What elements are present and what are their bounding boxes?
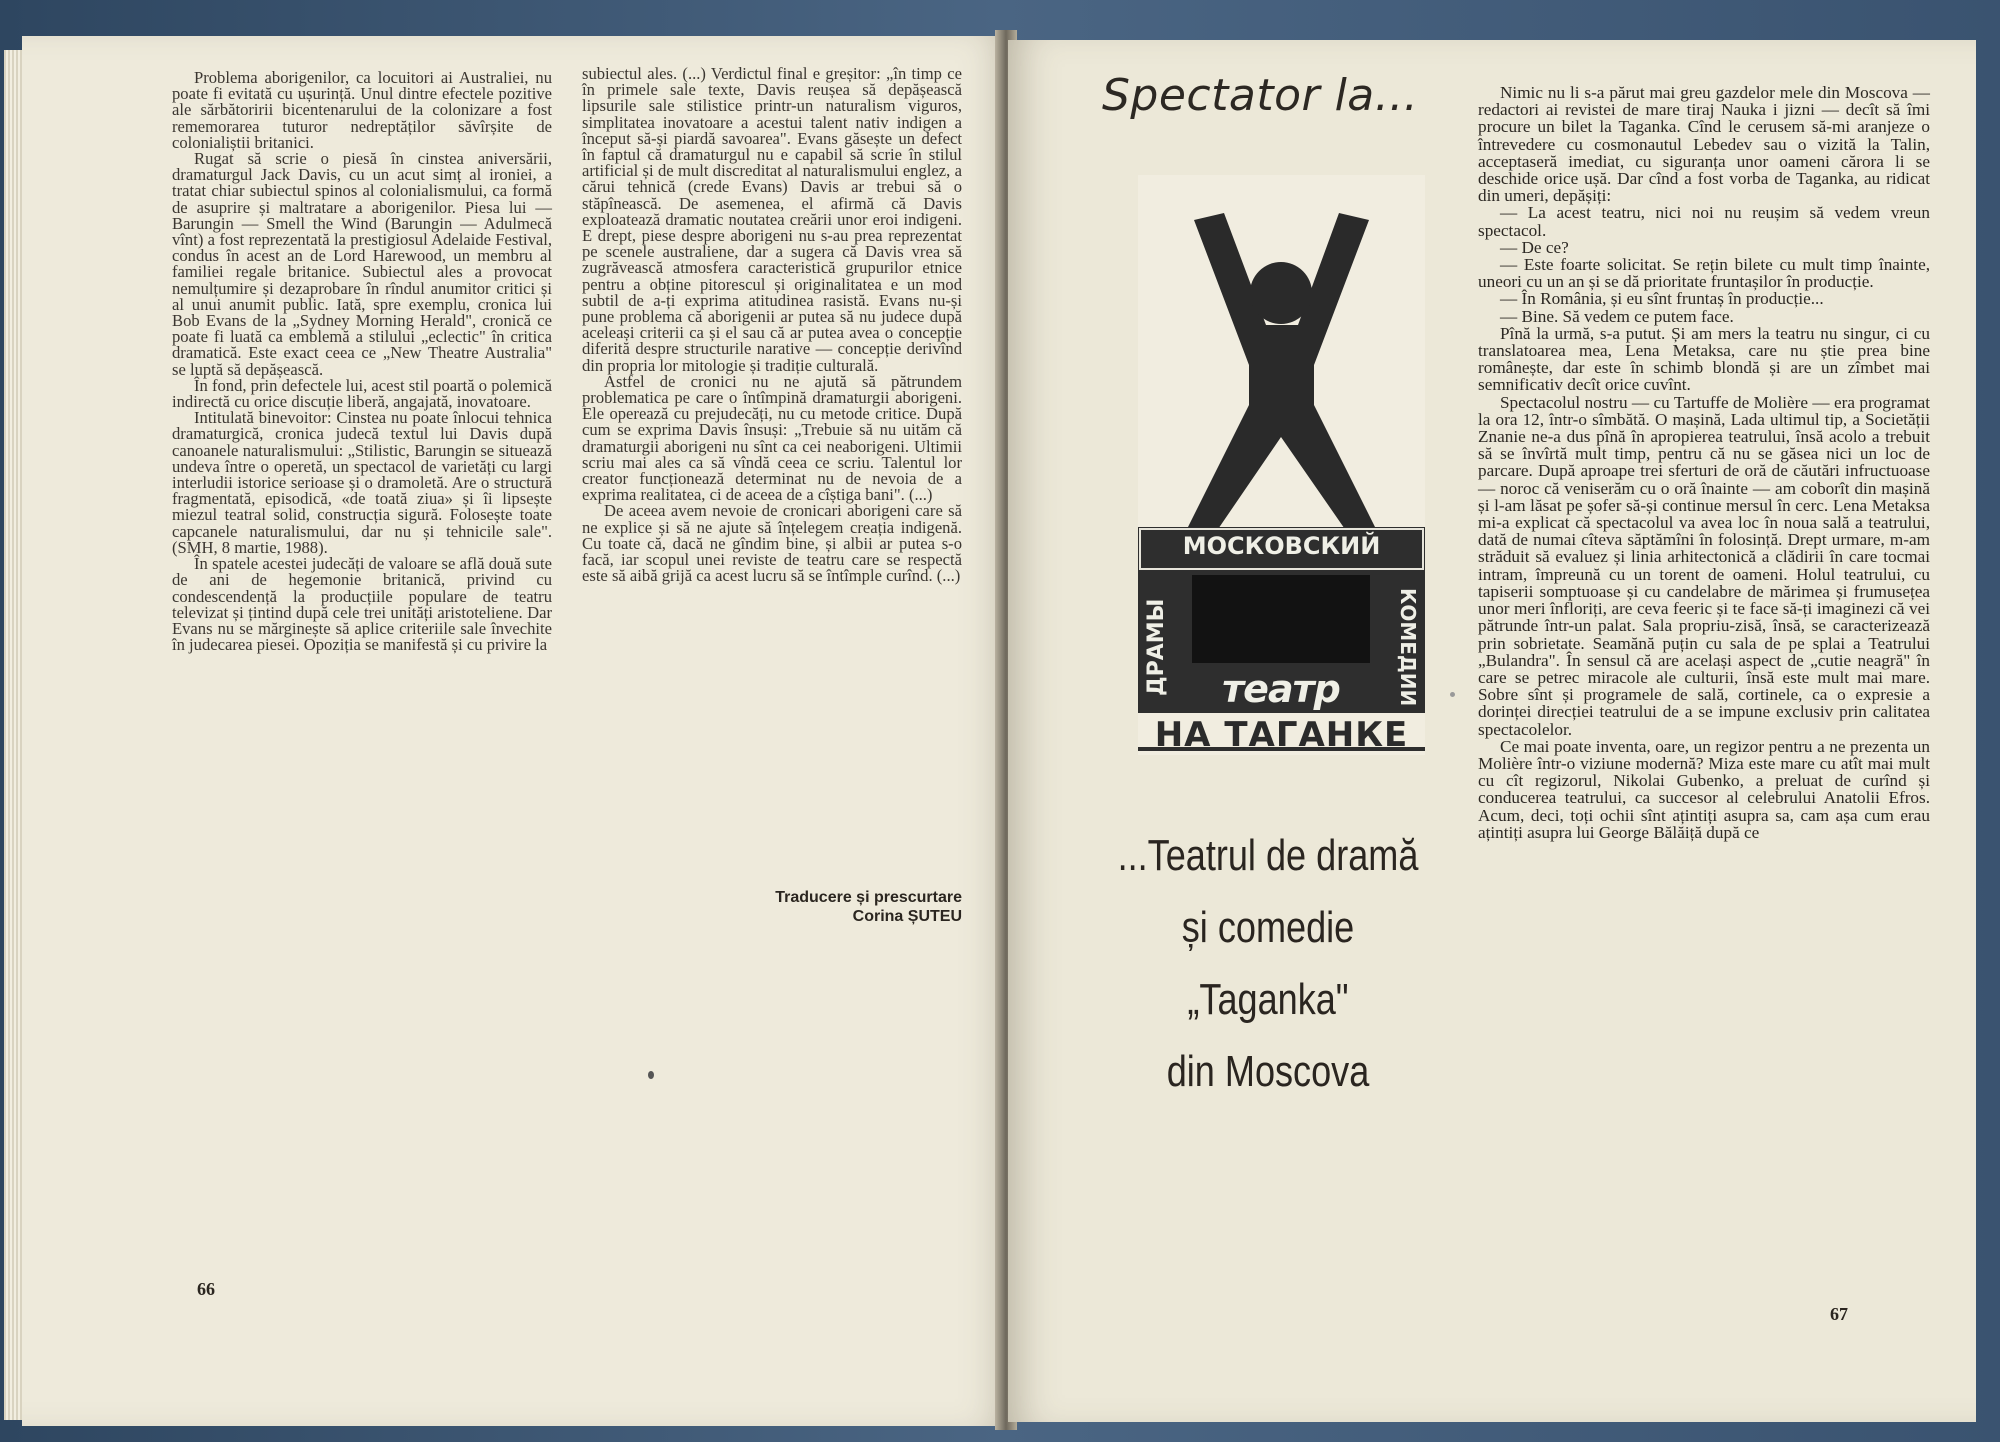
paragraph: — Bine. Să vedem ce putem face. <box>1500 306 1734 326</box>
poster-left-text: ДРАМЫ <box>1144 598 1169 696</box>
section-heading: Spectator la... <box>1102 70 1419 121</box>
title-line: și comedie <box>1181 903 1355 952</box>
left-column-2 <box>582 66 962 585</box>
poster-right-text: КОМЕДИИ <box>1396 587 1420 707</box>
poster-top-text: МОСКОВСКИЙ <box>1182 532 1381 560</box>
paragraph: — Este foarte solicitat. Se rețin bilete cu mult timp înainte, uneori cu un an și se dă prioritate fruntașilor în producție. <box>1478 255 1930 292</box>
paragraph: — În România, și eu sînt fruntaș în producție... <box>1500 289 1824 309</box>
article-title <box>1068 820 1468 1108</box>
paragraph: Problema aborigenilor, ca locuitori ai Australiei, nu poate fi evitată cu ușurință. Unul dintre efectele pozitive ale sărbătoririi bicentenarului de la colonizare a fost rememorarea tuturor nedreptăților săvîrșite de colonialiștii britanici. <box>172 68 552 152</box>
translator-signature <box>582 888 962 926</box>
paragraph: Spectacolul nostru — cu Tartuffe de Molière — era programat la ora 12, într-o sîmbătă. O mașină, Lada ultimul tip, a Societății Znanie ne-a dus pînă în apropierea teatrului, însă acolo a trebuit să se învîrtă mult timp, pentru că nu se găsea nici un loc de parcare. După aproape trei sferturi de oră de căutări infructuoase — noroc că veniserăm cu o oră înainte — am coborît din mașină și l-am lăsat pe șofer să-și continue mersul în cerc. Lena Metaksa mi-a explicat că spectacolul va avea loc în noua sală a teatrului, dată de numai cîteva săptămîni în folosință. Drept urmare, m-am străduit să evaluez și linia arhitectonică a clădirii în care tocmai intram, împreună cu un torent de oameni. Holul teatrului, cu tapiserii somptuoase și cu candelabre de mărimea și frumusețea unor meri înfloriți, are ceva feeric și te face să-ți imaginezi că vei pătrunde într-un palat. Sala propriu-zisă, însă, se caracterizează prin sobrietate. Seamănă puțin cu sala de pe splai a Teatrului „Bulandra". În sensul că are același aspect de „cutie neagră" în care se petrec miracole ale culturii, însă este mult mai mare. Sobre sînt și programele de sală, cortinele, ca o expresie a dorinței direcției teatrului de a se impune exclusiv prin calitatea spectacolelor. <box>1478 392 1930 739</box>
paragraph: Ce mai poate inventa, oare, un regizor pentru a ne prezenta un Molière într-o viziune modernă? Miza este mare cu atît mai mult cu cît regizorul, Nikolai Gubenko, a preluat de curînd și conducerea teatrului, ca succesor al celebrului Anatolii Efros. Acum, deci, toți ochii sînt ațintiți asupra sa, cam așa cum erau ațintiți asupra lui George Bălăiță după ce <box>1478 736 1930 842</box>
paragraph: În fond, prin defectele lui, acest stil poartă o polemică indirectă cu orice discuție liberă, angajată, inovatoare. <box>172 375 553 412</box>
right-column <box>1478 84 1930 841</box>
left-column-1 <box>172 70 552 653</box>
paragraph: — De ce? <box>1500 237 1569 257</box>
poster-bottom-text: НА ТАГАНКЕ <box>1154 715 1409 755</box>
ink-speck <box>1450 692 1455 697</box>
ink-speck <box>648 1071 654 1079</box>
theatre-poster <box>1138 175 1425 755</box>
paragraph: Pînă la urmă, s-a putut. Și am mers la teatru nu singur, ci cu translatoarea mea, Lena Metaksa, care nu știe prea bine românește, dar este în schimb blondă și are un zîmbet mai semnificativ decît orice cuvînt. <box>1478 323 1930 395</box>
paragraph: Nimic nu li s-a părut mai greu gazdelor mele din Moscova — redactori ai revistei de mare tiraj Nauka i jizni — decît să îmi procure un bilet la Taganka. Cînd le cerusem să-mi aranjeze o întrevedere cu cosmonautul Lebedev sau o vizită la Talin, acceptaseră imediat, cu siguranța unor oameni cărora li se deschide orice ușă. Dar cînd a fost vorba de Taganka, au ridicat din umeri, depășiți: <box>1478 83 1930 206</box>
page-number: 66 <box>197 1279 215 1299</box>
paragraph: Rugat să scrie o piesă în cinstea aniversării, dramaturgul Jack Davis, cu un acut simț al ironiei, a tratat chiar subiectul spinos al colonialismului, ca formă de asuprire și maltratare a aborigenilor. Piesa lui — Barungin — Smell the Wind (Barungin — Adulmecă vînt) a fost reprezentată la prestigiosul Adelaide Festival, condus în acest an de Lord Harewood, un membru al familiei regale britanice. Subiectul ales a provocat nemulțumire și dezaprobare în rîndul anumitor critici și al unui anumit public. Iată, spre exemplu, cronica lui Bob Evans de la „Sydney Morning Herald", cronică ce poate fi luată ca emblemă a stilului „eclectic" în critica dramatică. Este exact ceea ce „New Theatre Australia" se luptă să depășească. <box>172 149 552 379</box>
signature-name: Corina ȘUTEU <box>852 908 962 925</box>
paragraph: Intitulată binevoitor: Cinstea nu poate înlocui tehnica dramaturgică, cronica judecă textul lui Davis după canoanele naturalismului: „Stilistic, Barungin se situează undeva între o operetă, un spectacol de varietăți cu largi interludii istorice serioase și o dramoletă. Are o structură fragmentată, episodică, «de toată ziua» și îi lipsește miezul teatral solid, construcția sigură. Folosește toate capcanele naturalismului, dar nu și tehnicile sale". (SMH, 8 martie, 1988). <box>172 408 552 557</box>
title-line: „Taganka" <box>1187 975 1349 1024</box>
left-page <box>22 36 1012 1426</box>
poster-middle-text: театр <box>1222 667 1340 711</box>
right-page <box>1008 40 1976 1422</box>
paragraph: În spatele acestei judecăți de valoare se află două sute de ani de hegemonie britanică, privind cu condescendență la producțiile populare de teatru televizat și țintind după cele trei unități aristoteliene. Dar Evans nu se mărginește să aplice criteriile sale învechite în judecarea piesei. Opoziția se manifestă și cu privire la <box>172 554 552 655</box>
page-number: 67 <box>1830 1304 1848 1324</box>
signature-line: Traducere și prescurtare <box>775 889 962 906</box>
paragraph: De aceea avem nevoie de cronicari aborigeni care să ne explice și să ne ajute să înțelegem creația indigenă. Cu toate că, dacă ne gîndim bine, și albii ar putea s-o facă, iar scopul unei reviste de teatru care se respectă este să aibă grijă ca acest lucru să se întîmple curînd. (...) <box>582 501 962 586</box>
paragraph: subiectul ales. (...) Verdictul final e greșitor: „în timp ce în primele sale texte, Davis reușea să depășească lipsurile sale stilistice printr-un naturalism viguros, simplitatea inovatoare a acestui talent nativ indigen a început să-și piardă savoarea". Evans găsește un defect în faptul că dramaturgul nu e capabil să scrie în stilul artificial și de mult discreditat al naturalismului englez, a cărui tehnică (crede Evans) Davis ar trebui să o stăpînească. De asemenea, el afirmă că Davis exploatează dramatic noutatea creării unor eroi indigeni. E drept, piese despre aborigeni nu s-au prea reprezentat pe scenele australiene, dar a sugera că Davis vrea să zugrăvească atmosfera caracteristică grupurilor etnice pentru a obține pitorescul și originalitatea e un mod subtil de a-ți exprima atitudinea rasistă. Evans nu-și pune problema că aborigenii ar putea să nu judece după aceleași criterii ca și el sau că ar putea avea o concepție diferită despre structurile narative — concepție derivînd din propria lor mitologie și tradiție culturală. <box>582 64 962 375</box>
paragraph: — La acest teatru, nici noi nu reușim să vedem vreun spectacol. <box>1478 203 1930 240</box>
paragraph: Astfel de cronici nu ne ajută să pătrundem problematica pe care o întîmpină dramaturgii aborigeni. Ele operează cu prejudecăți, nu cu metode critice. După cum se exprima Davis însuși: „Trebuie să nu uităm că dramaturgii aborigeni nu sînt ca cei neaborigeni. Ultimii scriu mai ales ca să vîndă ceea ce scriu. Talentul lor creator funcționează determinat nu de nevoia de a exprima realitatea, ci de aceea de a cîștiga bani". (...) <box>582 371 962 505</box>
title-line: ...Teatrul de dramă <box>1117 831 1419 880</box>
title-line: din Moscova <box>1166 1047 1370 1096</box>
